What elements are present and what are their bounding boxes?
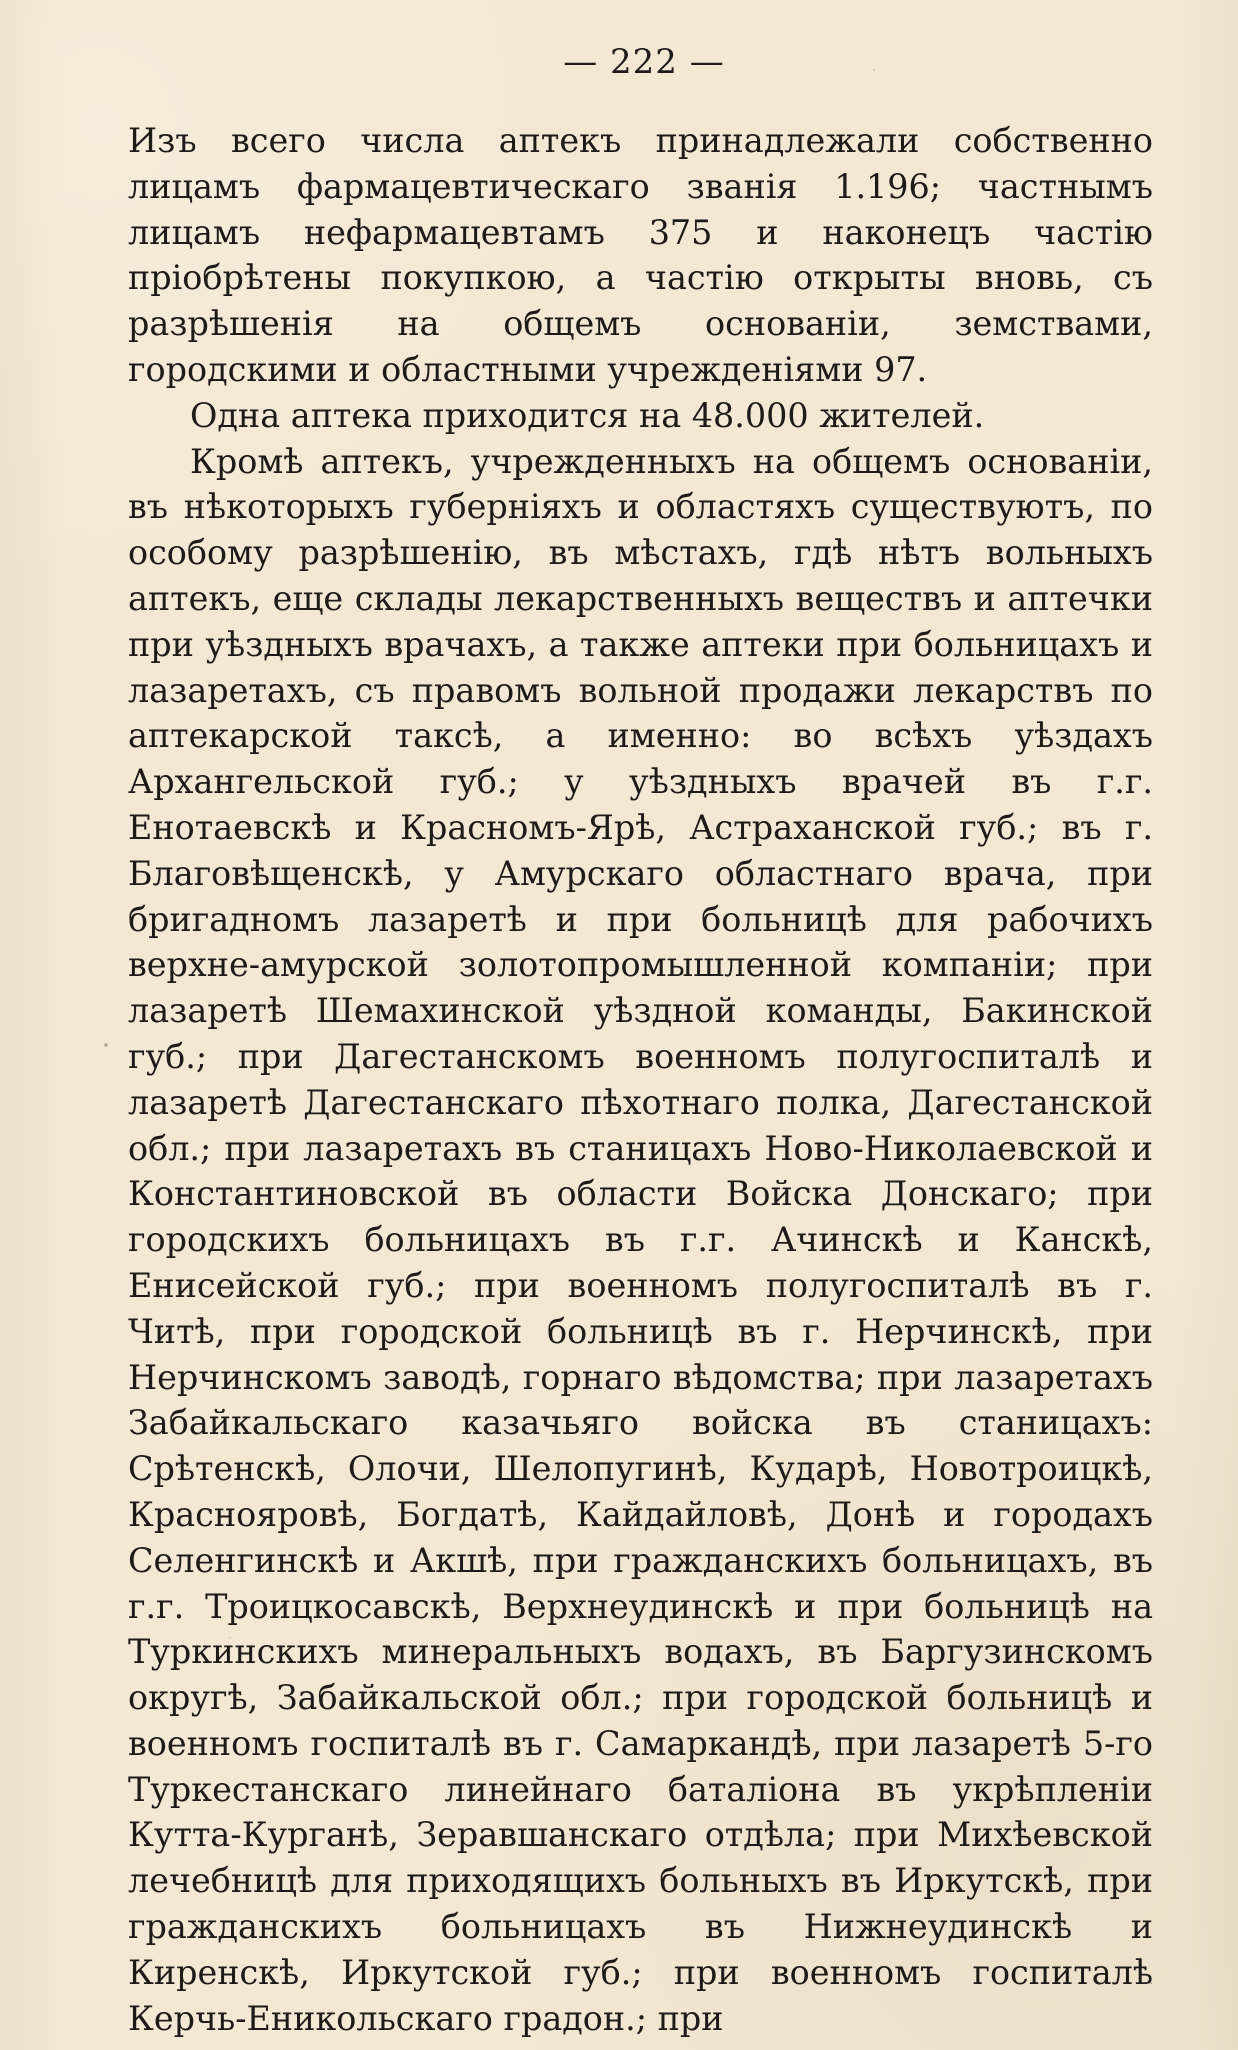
paragraph-1: Изъ всего числа аптекъ принадлежали собственно лицамъ фармацевтическаго званія 1.196; частнымъ лицамъ нефармацевтамъ 375 и наконецъ частію пріобрѣтены покупкою, а частію открыты вновь, съ разрѣшенія на общемъ основаніи, земствами, городскими и областными учрежденіями 97. (128, 121, 1153, 389)
page-number: — 222 — (563, 42, 725, 82)
main-text (128, 118, 1153, 2041)
paragraph-3: Кромѣ аптекъ, учрежденныхъ на общемъ основаніи, въ нѣкоторыхъ губерніяхъ и областяхъ существуютъ, по особому разрѣшенію, въ мѣстахъ, гдѣ нѣтъ вольныхъ аптекъ, еще склады лекарственныхъ веществъ и аптечки при уѣздныхъ врачахъ, а также аптеки при больницахъ и лазаретахъ, съ правомъ вольной продажи лекарствъ по аптекарской таксѣ, а именно: во всѣхъ уѣздахъ Архангельской губ.; у уѣздныхъ врачей въ г.г. Енотаевскѣ и Красномъ-Ярѣ, Астраханской губ.; въ г. Благовѣщенскѣ, у Амурскаго областнаго врача, при бригадномъ лазаретѣ и при больницѣ для рабочихъ верхне-амурской золотопромышленной компаніи; при лазаретѣ Шемахинской уѣздной команды, Бакинской губ.; при Дагестанскомъ военномъ полугоспиталѣ и лазаретѣ Дагестанскаго пѣхотнаго полка, Дагестанской обл.; при лазаретахъ въ станицахъ Ново-Николаевской и Константиновской въ области Войска Донскаго; при городскихъ больницахъ въ г.г. Ачинскѣ и Канскѣ, Енисейской губ.; при военномъ полугоспиталѣ въ г. Читѣ, при городской больницѣ въ г. Нерчинскѣ, при Нерчинскомъ заводѣ, горнаго вѣдомства; при лазаретахъ Забайкальскаго казачьяго войска въ станицахъ: Срѣтенскѣ, Олочи, Шелопугинѣ, Кударѣ, Новотроицкѣ, Краснояровѣ, Богдатѣ, Кайдайловѣ, Донѣ и городахъ Селенгинскѣ и Акшѣ, при гражданскихъ больницахъ, въ г.г. Троицкосавскѣ, Верхнеудинскѣ и при больницѣ на Туркинскихъ минеральныхъ водахъ, въ Баргузинскомъ округѣ, Забайкальской обл.; при городской больницѣ и военномъ госпиталѣ въ г. Самаркандѣ, при лазаретѣ 5-го Туркестанскаго линейнаго баталіона въ укрѣпленіи Кутта-Курганѣ, Зеравшанскаго отдѣла; при Михѣевской лечебницѣ для приходящихъ больныхъ въ Иркутскѣ, при гражданскихъ больницахъ въ Нижнеудинскѣ и Киренскѣ, Иркутской губ.; при военномъ госпиталѣ Керчь-Еникольскаго градон.; при (128, 441, 1153, 2038)
paragraph-2: Одна аптека приходится на 48.000 жителей. (190, 395, 985, 435)
